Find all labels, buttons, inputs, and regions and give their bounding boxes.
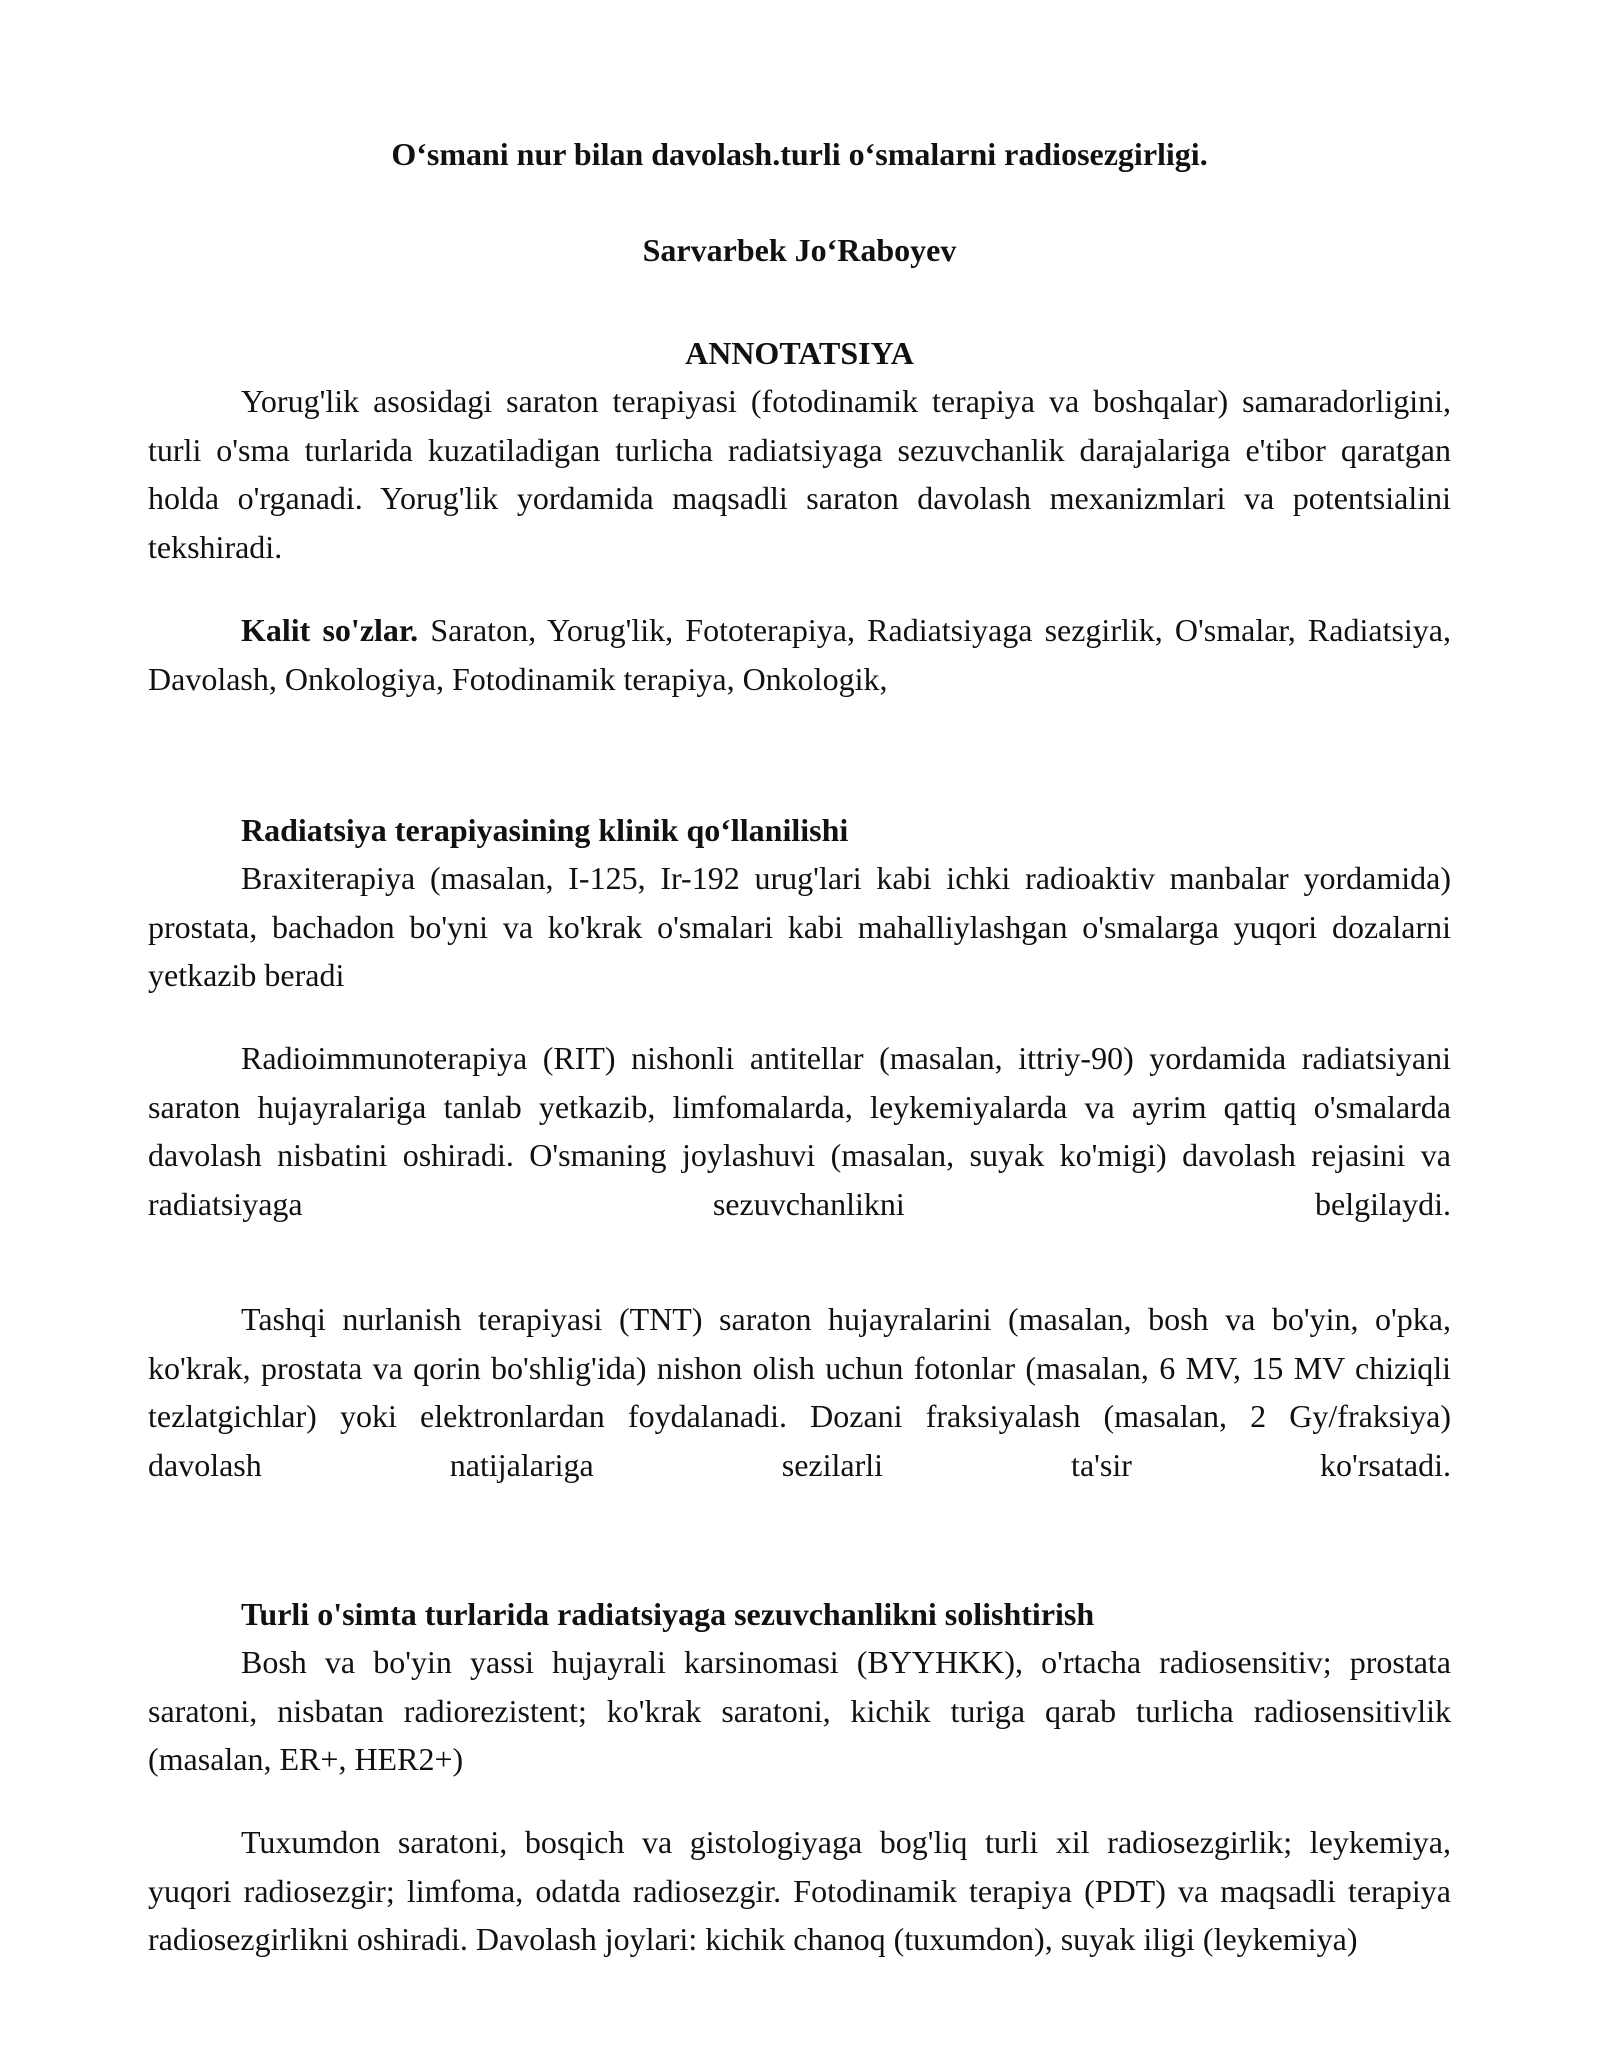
document-page — [148, 0, 1451, 2070]
keywords-label: Kalit so'zlar. — [241, 612, 419, 648]
keywords-text: Saraton, Yorug'lik, Fototerapiya, Radiatsiyaga sezgirlik, O'smalar, Radiatsiya, Davolash, Onkologiya, Fotodinamik terapiya, Onkologik, — [148, 612, 1451, 697]
abstract-heading: ANNOTATSIYA — [685, 335, 914, 371]
paragraph-radioimmunotherapy: Radioimmunoterapiya (RIT) nishonli antitellar (masalan, ittriy-90) yordamida radiatsiyani saraton hujayralariga tanlab yetkazib, limfomalarda, leykemiyalarda va ayrim qattiq o'smalarda davolash nisbatini oshiradi. O'smaning joylashuvi (masalan, suyak ko'migi) davolash rejasini va radiatsiyaga sezuvchanlikni belgilaydi. — [148, 1040, 1451, 1222]
keywords-paragraph — [148, 606, 1451, 703]
section-heading-clinical: Radiatsiya terapiyasining klinik qo‘llanilishi — [241, 812, 849, 848]
paragraph-brachytherapy: Braxiterapiya (masalan, I-125, Ir-192 urug'lari kabi ichki radioaktiv manbalar yordamida) prostata, bachadon bo'yni va ko'krak o'smalari kabi mahalliylashgan o'smalarga yuqori dozalarni yetkazib beradi — [148, 860, 1451, 993]
paragraph-ovarian: Tuxumdon saratoni, bosqich va gistologiyaga bog'liq turli xil radiosezgirlik; leykemiya, yuqori radiosezgir; limfoma, odatda radiosezgir. Fotodinamik terapiya (PDT) va maqsadli terapiya radiosezgirlikni oshiradi. Davolash joylari: kichik chanoq (tuxumdon), suyak iligi (leykemiya) — [148, 1824, 1451, 1957]
section-heading-comparison: Turli o'simta turlarida radiatsiyaga sezuvchanlikni solishtirish — [241, 1596, 1095, 1632]
document-title: O‘smani nur bilan davolash.turli o‘smalarni radiosezgirligi. — [391, 136, 1208, 172]
abstract-text: Yorug'lik asosidagi saraton terapiyasi (fotodinamik terapiya va boshqalar) samaradorligini, turli o'sma turlarida kuzatiladigan turlicha radiatsiyaga sezuvchanlik darajalariga e'tibor qaratgan holda o'rganadi. Yorug'lik yordamida maqsadli saraton davolash mexanizmlari va potentsialini tekshiradi. — [148, 383, 1451, 565]
paragraph-external-beam: Tashqi nurlanish terapiyasi (TNT) saraton hujayralarini (masalan, bosh va bo'yin, o'pka, ko'krak, prostata va qorin bo'shlig'ida) nishon olish uchun fotonlar (masalan, 6 MV, 15 MV chiziqli tezlatgichlar) yoki elektronlardan foydalanadi. Dozani fraksiyalash (masalan, 2 Gy/fraksiya) davolash natijalariga sezilarli ta'sir ko'rsatadi. — [148, 1301, 1451, 1483]
paragraph-head-neck: Bosh va bo'yin yassi hujayrali karsinomasi (BYYHKK), o'rtacha radiosensitiv; prostata saratoni, nisbatan radiorezistent; ko'krak saratoni, kichik turiga qarab turlicha radiosensitivlik (masalan, ER+, HER2+) — [148, 1644, 1451, 1777]
author-name: Sarvarbek Jo‘Raboyev — [642, 232, 957, 268]
